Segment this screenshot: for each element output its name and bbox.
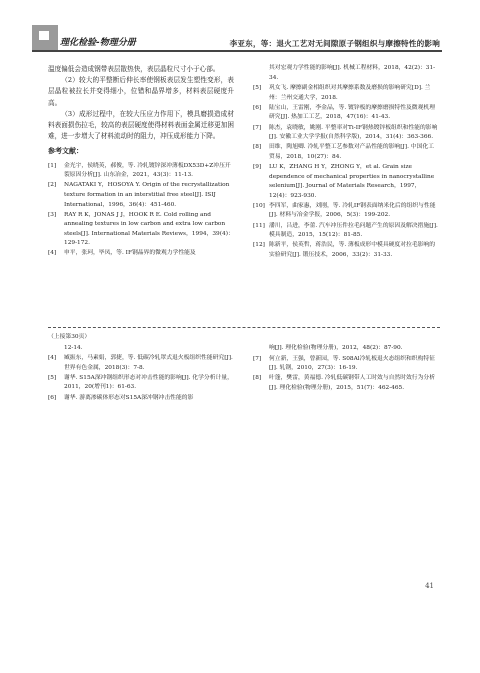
reference-number: [6]	[48, 394, 57, 401]
reference-number: [7]	[253, 124, 262, 131]
reference-text: 臧振东，马素娟，郭捷，等. 低碳冷轧罩式退火板组织性能研究[J]. 世界有色金属，2018(3)：7-8.	[64, 355, 233, 371]
continued-from-note: （上接第30页）	[48, 334, 91, 340]
reference-text: RAY R K，JONAS J J，HOOK R E. Cold rolling and annealing textures in low carbon and extra low carbon steels[J]. International Materials Reviews，1994，39(4)：129-172.	[64, 211, 234, 247]
reference-number: [7]	[253, 355, 262, 362]
reference-number: [11]	[253, 222, 265, 229]
reference-item	[48, 211, 234, 249]
reference-text: 李四军，曲家惠，刘刚，等. 冷轧IF钢表面纳米化后的组织与性能[J]. 材料与冶金学报，2006，5(3)：199-202.	[269, 202, 436, 219]
reference-number: [5]	[48, 374, 57, 381]
reference-item	[48, 162, 234, 181]
reference-item	[253, 143, 438, 162]
reference-number: [12]	[253, 242, 265, 249]
reference-number: [5]	[253, 85, 262, 92]
reference-item	[253, 202, 438, 221]
reference-item	[48, 354, 234, 373]
logo-text: 理化检验-物理分册	[60, 38, 136, 48]
reference-text: NAGATAKI Y，HOSOYA Y. Origin of the recrystallization texture formation in an interstitial free steel[J]. ISIJ International，1996，36(4)：451-460.	[64, 182, 230, 208]
reference-continuation: 12-14.	[64, 344, 83, 351]
reference-number: [6]	[253, 104, 262, 111]
reference-number: [4]	[48, 355, 57, 362]
reference-text: 金光宇，侯晓英，郝俊，等. 冷轧镀锌深冲薄板DX53D+Z冲压开裂原因分析[J]. 山东冶金，2021，43(3)：11-13.	[64, 162, 231, 179]
reference-text: 谢华. S15A深冲钢组织形态对冲击性能的影响[J]. 化学分析计量，2011，20(增刊1)：61-63.	[64, 374, 233, 391]
reference-continuation: 其对宏观力学性能的影响[J]. 机械工程材料，2018，42(2)：31-34.	[269, 65, 436, 81]
reference-continuation: 响[J]. 理化检验(物理分册)，2012，48(2)：87-90.	[269, 345, 403, 351]
reference-item	[253, 241, 438, 260]
reference-number: [4]	[48, 250, 57, 257]
reference-number: [10]	[253, 202, 265, 209]
reference-number: [8]	[253, 144, 262, 151]
right-column	[253, 64, 438, 261]
reference-text: 叶蓬，樊雷，黄福德. 冷轧低碳钢带人工时效与自然时效行为分析[J]. 理化检验(物理分册)，2015，51(7)：462-465.	[269, 375, 435, 391]
reference-number: [8]	[253, 375, 262, 382]
page-number: 41	[425, 582, 434, 590]
reference-item	[253, 355, 438, 374]
reference-item	[253, 124, 438, 143]
reference-text: 巩女飞. 摩擦副金相组织对其摩擦系数及磨损的影响研究[D]. 兰州：兰州交通大学，2018.	[269, 85, 431, 101]
section-divider	[48, 327, 440, 328]
reference-item	[48, 374, 234, 393]
reference-item	[253, 104, 438, 123]
reference-number: [1]	[48, 162, 57, 169]
reference-text: 潘川，吕进，李蕾. 汽车冲压件拉毛问题产生的原因及解决措施[J]. 模具制造，2015，15(12)：81-85.	[269, 222, 438, 239]
left-column	[48, 64, 234, 260]
reference-item	[253, 84, 438, 103]
bottom-left-column	[48, 333, 234, 404]
body-paragraph: （2）较大的平整断后伸长率使钢板表层发生塑性变形，表层晶粒被拉长并变得细小，位错和晶界增多，材料表层硬度升高。	[48, 76, 234, 107]
reference-text: 田维，陶旭卿. 冷轧平整工艺参数对产品性能的影响[J]. 中国化工贸易，2018，10(27)：84.	[269, 144, 434, 160]
logo-mark-icon	[32, 25, 58, 51]
reference-item	[253, 163, 438, 201]
reference-item	[48, 249, 234, 259]
reference-number: [9]	[253, 163, 262, 170]
body-paragraph: （3）成形过程中，在较大压应力作用下，模具磨损造成材料表面损伤拉毛，较高的表层硬度使得材料表面金属迁移更加困难，进一步增大了材料流动时的阻力，冲压成形能力下降。	[48, 109, 234, 141]
reference-text: 陈新平，侯英哲，蒋浩民，等. 薄板成形中模具硬度对拉毛影响的实验研究[J]. 锻压技术，2006，33(2)：31-33.	[269, 242, 435, 258]
bottom-right-column	[253, 333, 438, 394]
reference-item	[48, 181, 234, 210]
reference-item	[253, 222, 438, 241]
running-title: 李亚东，等：退火工艺对无间隙原子钢组织与摩擦特性的影响	[229, 39, 440, 48]
reference-text: 谢华. 游离渗碳体形态对S15A深冲钢冲击性能的影	[64, 394, 194, 401]
reference-item	[253, 374, 438, 393]
reference-number: [2]	[48, 182, 57, 189]
header-rule	[32, 50, 442, 52]
reference-text: 申平，张珂，毕凤，等. IF钢晶界的微观力学性能及	[64, 250, 196, 257]
reference-number: [3]	[48, 211, 57, 218]
reference-text: 陆宝山，王雷刚，李金品，等. 镀锌板的摩擦磨损特性及微观机理研究[J]. 热加工工艺，2018，47(16)：41-43.	[269, 104, 435, 121]
reference-text: 陈杰，袁晓敏，姚刚. 平整率对Ti-IF钢热镀锌板组织和性能的影响[J]. 安徽工业大学学报(自然科学版)，2014，31(4)：363-366.	[269, 124, 438, 141]
journal-logo	[32, 25, 137, 51]
references-heading: 参考文献：	[48, 147, 83, 156]
reference-text: 何立新，王强，曾新园，等. S08Al冷轧板退火态组织和织构特征[J]. 轧钢，2010，27(3)：16-19.	[269, 355, 435, 372]
reference-item	[48, 394, 234, 404]
body-paragraph: 温度偏低会造成钢带表层散热快，表层晶粒尺寸小于心部。	[48, 65, 220, 73]
reference-text: LU K，ZHANG H Y，ZHONG Y，et al. Grain size dependence of mechanical properties in nanocrystalline selenium[J]. Journal of Materials Research，1997，12(4)：923-930.	[269, 163, 435, 199]
